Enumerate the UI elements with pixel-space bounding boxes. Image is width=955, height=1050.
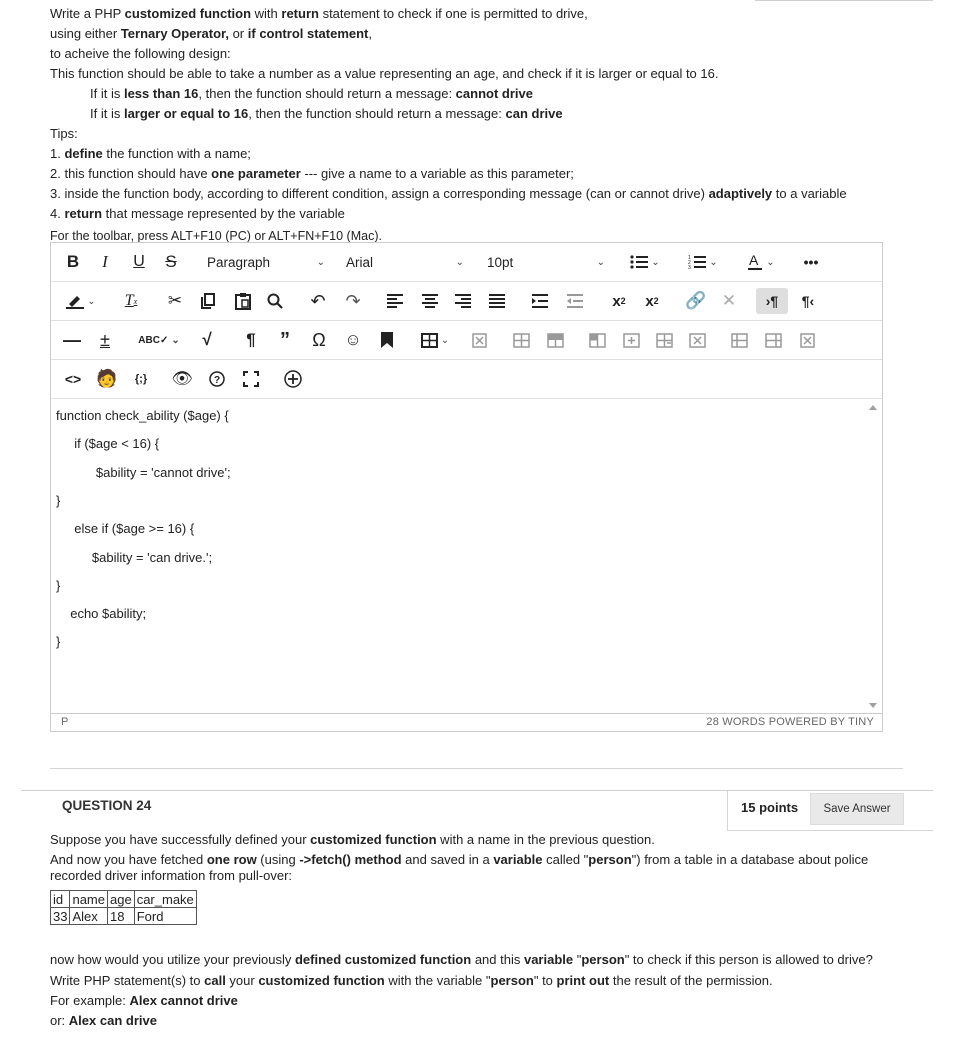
question-24-text [50,832,880,884]
tips-label: Tips: [50,126,78,141]
copy-icon [201,293,215,309]
insert-row-icon [656,333,673,348]
text: and this [471,952,524,967]
emoticons-icon[interactable]: ☺ [344,330,362,349]
code-line: function check_ability ($age) { [56,408,229,423]
italic-icon[interactable]: I [102,252,108,271]
text: , then the function should return a message: [198,86,456,101]
table-row-before-button[interactable] [509,327,533,353]
toolbar-hint: For the toolbar, press ALT+F10 (PC) or ALT+FN+F10 (Mac). [50,229,382,243]
text: 4. [50,206,65,221]
redo-icon[interactable]: ↷ [345,290,361,311]
insert-column-button[interactable] [619,327,643,353]
toolbar-row-2 [51,282,882,321]
table-header-cell: age [108,891,135,908]
table-header-cell: name [70,891,108,908]
q24-paragraph-1 [50,832,880,848]
search-icon [267,293,283,309]
top-border-line [755,0,933,1]
toolbar-row-1 [51,243,882,282]
table-icon [421,333,438,348]
text: (using [256,852,300,867]
bold-text: return [281,6,319,21]
strikethrough-icon[interactable]: S [165,252,177,271]
code-sample-icon[interactable]: {;} [134,373,148,385]
indent-icon [532,294,548,308]
special-character-icon[interactable]: Ω [312,329,326,350]
delete-column-icon [689,333,706,348]
q23-line-6 [50,104,910,124]
toolbar-row-3 [51,321,882,360]
points-box [727,791,933,831]
chevron-down-icon: ⌄ [596,256,605,268]
code-line: $ability = 'cannot drive'; [67,465,231,480]
rich-text-editor [50,242,883,732]
split-cells-icon [765,333,782,348]
bold-text: variable [493,852,543,867]
align-right-icon [455,294,471,308]
q24-paragraph-4 [50,973,880,988]
q24-example-2 [50,1013,880,1028]
unlink-icon[interactable]: ✕ [721,291,737,310]
bold-text: print out [556,973,610,988]
delete-table-button[interactable] [467,327,491,353]
text: with a name in the previous question. [436,832,655,847]
chevron-down-icon: ⌄ [709,256,718,268]
source-code-icon[interactable]: <> [64,371,82,387]
tip-2 [50,164,910,184]
svg-text:?: ? [214,375,221,386]
table-delete-button[interactable] [795,327,819,353]
element-path[interactable]: P [61,716,69,728]
plus-minus-icon[interactable]: ± [100,329,110,350]
paste-button[interactable] [231,288,255,314]
bullet-list-button[interactable] [623,249,667,275]
text: statement to check if one is permitted to drive, [318,6,588,21]
align-left-icon [387,294,403,308]
code-line: else if ($age >= 16) { [67,521,195,536]
editor-content-area[interactable] [51,400,882,714]
align-center-button[interactable] [418,288,442,314]
table-cell-button[interactable] [585,327,609,353]
bookmark-button[interactable] [375,327,399,353]
text: --- give a name to a variable as this parameter; [300,166,574,181]
block-format-value: Paragraph [207,254,271,270]
text: For example: [50,993,130,1008]
indent-button[interactable] [528,288,552,314]
cut-icon[interactable]: ✂ [167,291,183,310]
table-cell: 18 [108,908,135,925]
q24-paragraph-3 [50,952,880,967]
font-family-value: Arial [346,254,374,270]
bold-text: ->fetch() method [299,852,402,867]
insert-column-icon [623,333,640,348]
merge-cells-icon [731,333,748,348]
q24-example-1 [50,993,880,1008]
bookmark-icon [381,332,393,348]
accessibility-icon[interactable]: 🧑 [96,369,118,388]
text: " to check if this person is allowed to drive? [624,952,873,967]
question-24-instructions [50,952,880,1028]
tip-3 [50,184,910,204]
text: , [368,26,373,41]
bold-icon[interactable]: B [66,252,80,271]
code-line: } [56,634,61,649]
superscript-icon[interactable]: x 2 [612,292,626,310]
add-circle-icon [284,370,302,388]
code-line: $ability = 'can drive.'; [63,550,213,565]
text: the function with a name; [102,146,251,161]
code-line: } [56,493,61,508]
bold-text: customized function [124,6,252,21]
svg-text:A: A [749,253,759,268]
editor-scrollbar[interactable] [865,400,882,714]
more-options-icon[interactable]: ••• [803,254,819,270]
spellcheck-button[interactable] [137,327,181,353]
fullscreen-icon [243,371,259,387]
bold-text: person [581,952,625,967]
text: now how would you utilize your previously [50,952,295,967]
spellcheck-icon: ABC✓ [138,334,169,346]
text: that message represented by the variable [102,206,345,221]
highlight-color-button[interactable] [59,288,103,314]
table-button[interactable] [415,327,455,353]
bold-text: customized function [310,832,437,847]
svg-text:2: 2 [688,260,692,266]
block-format-select[interactable] [203,249,329,275]
bold-text: adaptively [708,186,773,201]
numbered-list-icon [688,255,706,269]
text: to a variable [772,186,847,201]
text: Write a PHP [50,6,125,21]
toolbar-row-4 [51,360,882,399]
insert-content-button[interactable] [281,366,305,392]
tip-1 [50,144,910,164]
save-answer-button[interactable]: Save Answer [810,793,904,825]
q23-line-5 [50,84,910,104]
chevron-down-icon: ⌄ [171,334,180,346]
align-left-button[interactable] [383,288,407,314]
text: Write PHP statement(s) to [50,973,205,988]
code-line: } [56,578,61,593]
bullet-list-icon [630,255,648,269]
tip-4 [50,204,910,224]
table-header-row [51,891,197,908]
text: If it is [90,86,124,101]
question-24-header [21,790,933,830]
text: called " [542,852,589,867]
bold-text: customized function [258,973,385,988]
text: 3. inside the function body, according to different condition, assign a corresponding message (can or cannot drive) [50,186,709,201]
bold-text: person [588,852,632,867]
text: " to [533,973,557,988]
q23-line-3: to acheive the following design: [50,46,231,61]
chevron-down-icon: ⌄ [316,256,325,268]
outdent-button[interactable] [563,288,587,314]
blockquote-icon[interactable]: ” [280,328,290,351]
text: Suppose you have successfully defined your [50,832,311,847]
text: or [228,26,248,41]
bold-text: Ternary Operator, [120,26,229,41]
table-delete-icon [800,333,815,348]
numbered-list-button[interactable] [681,249,725,275]
link-icon[interactable]: 🔗 [685,291,707,310]
powered-by-link[interactable]: POWERED BY TINY [768,716,874,728]
find-replace-button[interactable] [263,288,287,314]
rtl-direction-icon[interactable]: ¶‹ [801,293,815,309]
scroll-down-arrow-icon[interactable] [869,703,877,708]
text: or: [50,1013,69,1028]
bold-text: Alex can drive [68,1013,157,1028]
bold-text: call [204,973,226,988]
table-cell: Ford [134,908,196,925]
text: with [251,6,282,21]
scroll-up-arrow-icon[interactable] [869,405,877,410]
table-row-after-button[interactable] [543,327,567,353]
table-row-icon [547,333,564,348]
font-size-value: 10pt [487,254,514,270]
svg-text:3: 3 [688,265,692,269]
question-divider [50,768,903,769]
paragraph-marks-icon[interactable]: ¶ [246,330,256,349]
bold-text: one parameter [211,166,301,181]
fullscreen-button[interactable] [239,366,263,392]
paste-icon [235,292,251,310]
code-line: echo $ability; [63,606,147,621]
math-equation-icon[interactable]: √ [202,330,212,349]
bold-text: larger or equal to 16 [123,106,249,121]
q23-line-1 [50,4,910,24]
chevron-down-icon: ⌄ [766,256,775,268]
outdent-icon [567,294,583,308]
bold-text: define [64,146,103,161]
text: the result of the permission. [609,973,773,988]
help-button[interactable] [205,366,229,392]
question-title: QUESTION 24 [62,798,152,813]
text: your [225,973,259,988]
justify-button[interactable] [485,288,509,314]
chevron-down-icon: ⌄ [440,334,450,346]
table-header-cell: car_make [134,891,196,908]
text: with the variable " [384,973,491,988]
underline-icon[interactable]: U [133,253,145,270]
bold-text: Alex cannot drive [129,993,238,1008]
justify-icon [489,294,505,308]
q23-line-4: This function should be able to take a number as a value representing an age, and check if it is larger or equal to 16. [50,66,719,81]
text: and saved in a [401,852,494,867]
help-icon [209,371,225,387]
word-count[interactable]: 28 WORDS [706,716,766,728]
bold-text: person [490,973,534,988]
text: , then the function should return a message: [248,106,506,121]
bold-text: if control statement [247,26,369,41]
bold-text: variable [523,952,574,967]
copy-button[interactable] [196,288,220,314]
table-cell: 33 [51,908,70,925]
editor-statusbar [51,713,882,731]
text: ") from a table in a database about police recorded driver information from pull-over: [50,852,869,883]
bold-text: can drive [505,106,563,121]
highlight-pen-icon [66,293,84,309]
text: And now you have fetched [50,852,207,867]
preview-eye-icon[interactable]: 👁 [171,369,193,388]
insert-row-button[interactable] [652,327,676,353]
bold-text: return [64,206,103,221]
bold-text: defined customized function [294,952,472,967]
text: 2. this function should have [50,166,212,181]
chevron-down-icon: ⌄ [455,256,464,268]
chevron-down-icon: ⌄ [651,256,660,268]
merge-cells-button[interactable] [727,327,751,353]
subscript-icon[interactable]: x 2 [645,292,659,310]
points-label: 15 points [741,800,799,815]
q24-paragraph-2 [50,852,880,884]
text: If it is [90,106,124,121]
question-23-text [50,4,910,246]
delete-column-button[interactable] [685,327,709,353]
text: using either [50,26,121,41]
table-row-icon [513,333,530,348]
text: 1. [50,146,65,161]
horizontal-line-icon[interactable]: — [63,329,81,350]
text-color-icon [747,253,763,271]
table-row [51,908,197,925]
text-color-button[interactable] [739,249,783,275]
chevron-down-icon: ⌄ [87,295,96,307]
text: " [573,952,582,967]
bold-text: less than 16 [123,86,199,101]
q23-line-2 [50,24,910,44]
align-right-button[interactable] [451,288,475,314]
clear-formatting-icon[interactable]: T x [124,292,138,309]
table-header-cell: id [51,891,70,908]
bold-text: one row [206,852,257,867]
driver-data-table [50,890,197,925]
undo-icon[interactable]: ↶ [310,290,326,311]
bold-text: cannot drive [455,86,533,101]
delete-table-icon [472,333,487,348]
align-center-icon [422,294,438,308]
font-size-select[interactable] [483,249,609,275]
status-right [706,716,874,728]
font-family-select[interactable] [342,249,468,275]
svg-text:1: 1 [688,255,692,261]
ltr-direction-icon[interactable]: ›¶ [756,288,788,314]
table-cell-icon [589,333,606,348]
split-cells-button[interactable] [761,327,785,353]
table-cell: Alex [70,908,108,925]
code-line: if ($age < 16) { [67,436,160,451]
